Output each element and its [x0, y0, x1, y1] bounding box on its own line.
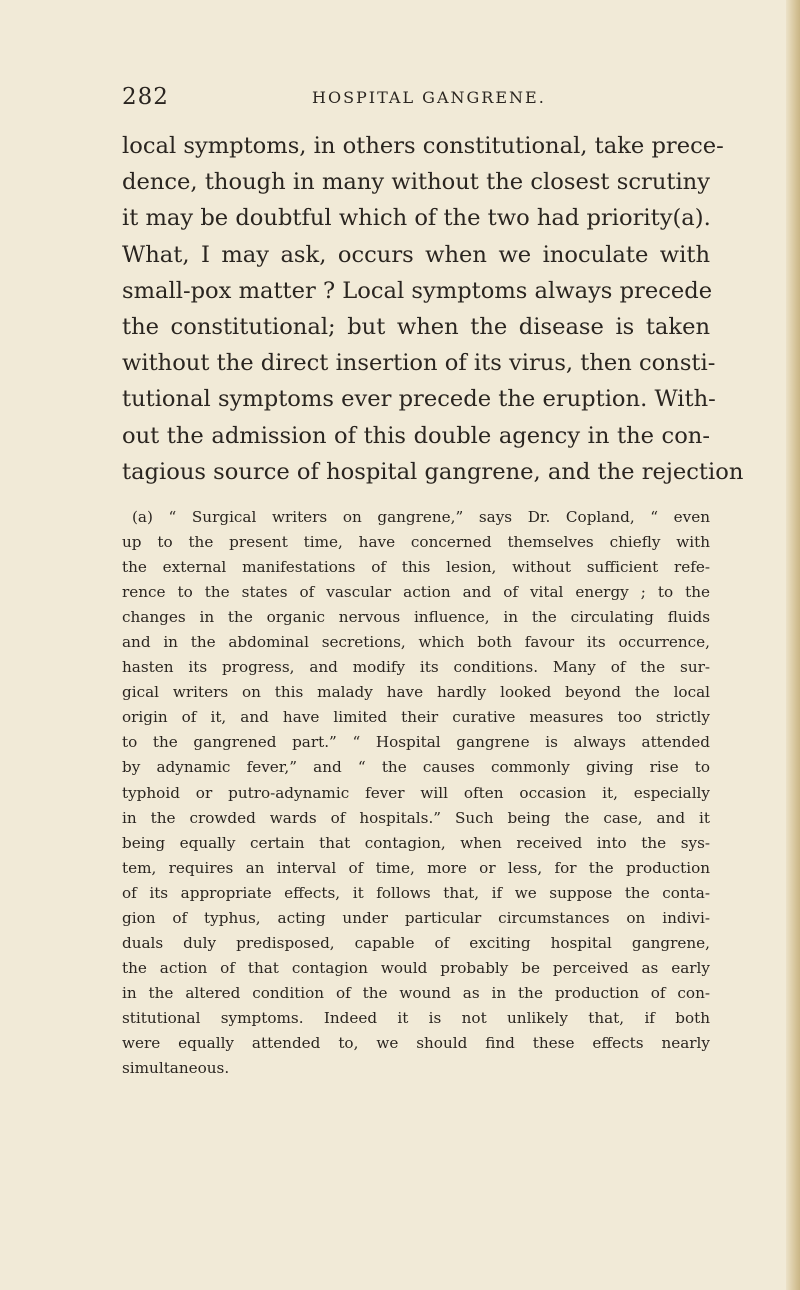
- footnote-line: the action of that contagion would probably be perceived as early: [122, 958, 710, 977]
- footnote: [122, 505, 710, 1081]
- footnote-line: in the altered condition of the wound as in the production of con-: [122, 983, 710, 1002]
- body-line: it may be doubtful which of the two had priority(a).: [122, 205, 711, 232]
- footnote-line: the external manifestations of this lesion, without sufficient refe-: [122, 558, 710, 577]
- page-edge: [786, 0, 800, 1290]
- body-line: small-pox matter ? Local symptoms always precede: [122, 277, 713, 304]
- page-number: 282: [122, 84, 169, 110]
- body-line: without the direct insertion of its virus, then consti-: [122, 350, 716, 377]
- footnote-line: typhoid or putro-adynamic fever will often occasion it, especially: [122, 783, 710, 802]
- footnote-line: tem, requires an interval of time, more or less, for the production: [122, 858, 710, 877]
- footnote-line: origin of it, and have limited their curative measures too strictly: [122, 708, 710, 727]
- footnote-line: (a) “ Surgical writers on gangrene,” says Dr. Copland, “ even: [132, 508, 710, 526]
- footnote-line: changes in the organic nervous influence, in the circulating fluids: [122, 608, 710, 627]
- body-line: What, I may ask, occurs when we inoculate with: [122, 241, 710, 268]
- body-line: tagious source of hospital gangrene, and the rejection: [122, 458, 744, 485]
- footnote-line: rence to the states of vascular action and of vital energy ; to the: [122, 583, 710, 602]
- body-line: the constitutional; but when the disease is taken: [122, 314, 710, 341]
- footnote-line: being equally certain that contagion, when received into the sys-: [122, 833, 710, 852]
- footnote-line: in the crowded wards of hospitals.” Such being the case, and it: [122, 808, 710, 827]
- footnote-line: up to the present time, have concerned themselves chiefly with: [122, 533, 710, 552]
- footnote-line: by adynamic fever,” and “ the causes commonly giving rise to: [122, 758, 710, 777]
- footnote-line: duals duly predisposed, capable of exciting hospital gangrene,: [122, 933, 710, 952]
- footnote-line: and in the abdominal secretions, which both favour its occurrence,: [122, 633, 710, 652]
- body-line: out the admission of this double agency in the con-: [122, 422, 710, 449]
- footnote-line: gion of typhus, acting under particular circumstances on indivi-: [122, 908, 710, 927]
- body-line: local symptoms, in others constitutional, take prece-: [122, 133, 724, 159]
- footnote-line: stitutional symptoms. Indeed it is not unlikely that, if both: [122, 1008, 710, 1027]
- body-line: dence, though in many without the closest scrutiny: [122, 169, 710, 196]
- body-line: tutional symptoms ever precede the eruption. With-: [122, 386, 716, 413]
- page-header: [122, 84, 682, 114]
- footnote-line: to the gangrened part.” “ Hospital gangrene is always attended: [122, 733, 710, 752]
- running-head: HOSPITAL GANGRENE.: [312, 88, 546, 107]
- footnote-line: were equally attended to, we should find these effects nearly: [122, 1033, 710, 1052]
- footnote-line: of its appropriate effects, it follows that, if we suppose the conta-: [122, 883, 710, 902]
- body-paragraph: [122, 128, 744, 490]
- footnote-line: gical writers on this malady have hardly looked beyond the local: [122, 683, 710, 702]
- footnote-line: simultaneous.: [122, 1059, 230, 1078]
- footnote-line: hasten its progress, and modify its conditions. Many of the sur-: [122, 658, 710, 677]
